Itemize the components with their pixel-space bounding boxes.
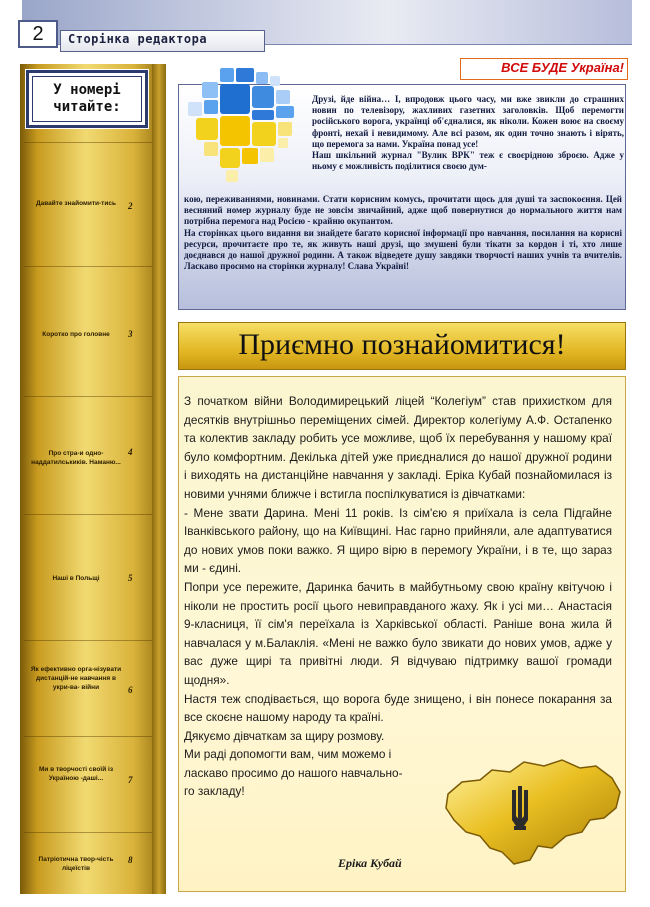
editorial-text-full bbox=[184, 194, 622, 272]
toc-item[interactable] bbox=[24, 514, 152, 640]
section-title: Сторінка редактора bbox=[68, 32, 208, 46]
toc-item-page: 3 bbox=[128, 329, 133, 339]
toc-item-page: 2 bbox=[128, 201, 133, 211]
toc-item-page: 8 bbox=[128, 855, 133, 865]
article-closing-line: Ми раді допомогти вам, чим можемо і bbox=[184, 747, 392, 762]
toc-item-page: 6 bbox=[128, 685, 133, 695]
toc-item[interactable] bbox=[24, 736, 152, 832]
toc-item-page: 4 bbox=[128, 447, 133, 457]
toc-item-label: Ми в творчості своїй із Україною -даші... bbox=[38, 766, 114, 782]
toc-item-label: Наші в Польщі bbox=[52, 575, 100, 582]
toc-item[interactable] bbox=[24, 142, 152, 266]
toc-item-page: 7 bbox=[128, 775, 133, 785]
editorial-paragraph: На сторінках цього видання ви знайдете багато корисної інформації про навчання, посилання на корисні ресурси, прочитаєте про те, як живуть наші друзі, що змушені були тікати за кордон і ті, хто лише доєднався до нашої дружної родини. А також відведете душу завдяки творчості наших учнів та вчителів. Ласкаво просимо на сторінки журналу! Слава Україні! bbox=[184, 227, 622, 272]
article-paragraph: З початком війни Володимирецький ліцей “Колегіум” став прихистком для десятків внутрішньо переміщених сімей. Директор колегіуму А.Ф. Остапенко та колектив закладу робить усе можливе, щоб їх перебування у нашому краї було комфортним. Декілька дітей уже приєдналися до нашої дружної родини і виходять на дистанційне навчання у закладі. Еріка Кубай познайомилася із новими учнями ближче і встигла поспілкуватися із дівчатками: bbox=[184, 394, 612, 501]
article-paragraph: - Мене звати Дарина. Мені 11 років. Із сім'єю я приїхала із села Підгайне Іванківського району, що на Київщині. Нас гарно прийняли, але адаптуватися до нових умов поки важко. Я щиро вірю в перемогу України, і в те, що зараз ми - єдині. bbox=[184, 505, 612, 576]
toc-item[interactable] bbox=[24, 640, 152, 736]
toc-sidebar-edge bbox=[152, 64, 166, 894]
article-signature: Еріка Кубай bbox=[338, 856, 402, 870]
article-paragraph: Настя теж сподівається, що ворога буде знищено, і він понесе покарання за все скоєне нашому народу та країні. bbox=[184, 691, 612, 725]
toc-heading-line1: У номері bbox=[53, 82, 121, 98]
article-title: Приємно познайомитися! bbox=[238, 328, 566, 361]
toc-item-label: Як ефективно орга-нізувати дистанцій-не навчання в укри-ва- війни bbox=[30, 666, 122, 691]
slogan: ВСЕ БУДЕ Україна! bbox=[501, 60, 624, 75]
editorial-paragraph: Наш шкільний журнал "Вулик ВРК" теж є своєрідною зброєю. Адже у ньому є можливість поділитися своєю дум- bbox=[312, 150, 624, 172]
toc-item[interactable] bbox=[24, 832, 152, 894]
article-closing-line: Дякуємо дівчаткам за щиру розмову. bbox=[184, 728, 385, 743]
editorial-text-top bbox=[312, 94, 624, 172]
toc-item-label: Про стра-и одно-наддатилськиків. Наманю... bbox=[31, 450, 121, 466]
article-paragraph: Попри усе пережите, Даринка бачить в майбутньому свою країну квітучою і ніколи не простить росії цього невиправданого жаху. Як і усі ми… Анастасія 9-класниця, її сім'я переїхала із Харківської області. Раніше вона жила й навчалася у м.Балаклія. «Мені не важко було звикати до нових умов, адже у вас дуже щирі та привітні люди. Я відчуваю підтримку вашої громади щодня». bbox=[184, 579, 612, 687]
toc-item-page: 5 bbox=[128, 573, 133, 583]
toc-heading bbox=[26, 70, 148, 128]
toc-item-label: Давайте знайомити-тись bbox=[36, 200, 116, 207]
toc-heading-line2: читайте: bbox=[53, 99, 121, 115]
article-body bbox=[184, 392, 612, 801]
toc-item[interactable] bbox=[24, 266, 152, 396]
article-closing-line: го закладу! bbox=[184, 784, 245, 799]
page-number: 2 bbox=[18, 20, 58, 48]
ukraine-flag-mosaic-icon bbox=[180, 62, 310, 192]
toc-item-label: Коротко про головне bbox=[42, 331, 110, 338]
editorial-paragraph: Друзі, йде війна… І, впродовж цього часу, ми вже звикли до страшних новин по телевізору, жахливих газетних заголовків. Щоб перемогти російського ворога, українці об'єдналися, як ніколи. Кожен воює на своєму фронті, нехай і невидимому. Але всі разом, як один точно знають і вірять, що перемога за нами. Україна понад усе! bbox=[312, 94, 624, 149]
article-closing-line: ласкаво просимо до нашого навчально- bbox=[184, 765, 403, 780]
editorial-paragraph: кою, переживаннями, новинами. Стати корисним комусь, прочитати щось для душі та заспокоєння. Цей весняний номер журналу буде не зовсім звичайний, адже щоб повернутися до нормального життя нам потрібна перемога над Росією - крайню окупантом. bbox=[184, 194, 622, 227]
toc-item-label: Патріотична твор-чість ліцеїстів bbox=[38, 856, 114, 872]
toc-item[interactable] bbox=[24, 396, 152, 514]
